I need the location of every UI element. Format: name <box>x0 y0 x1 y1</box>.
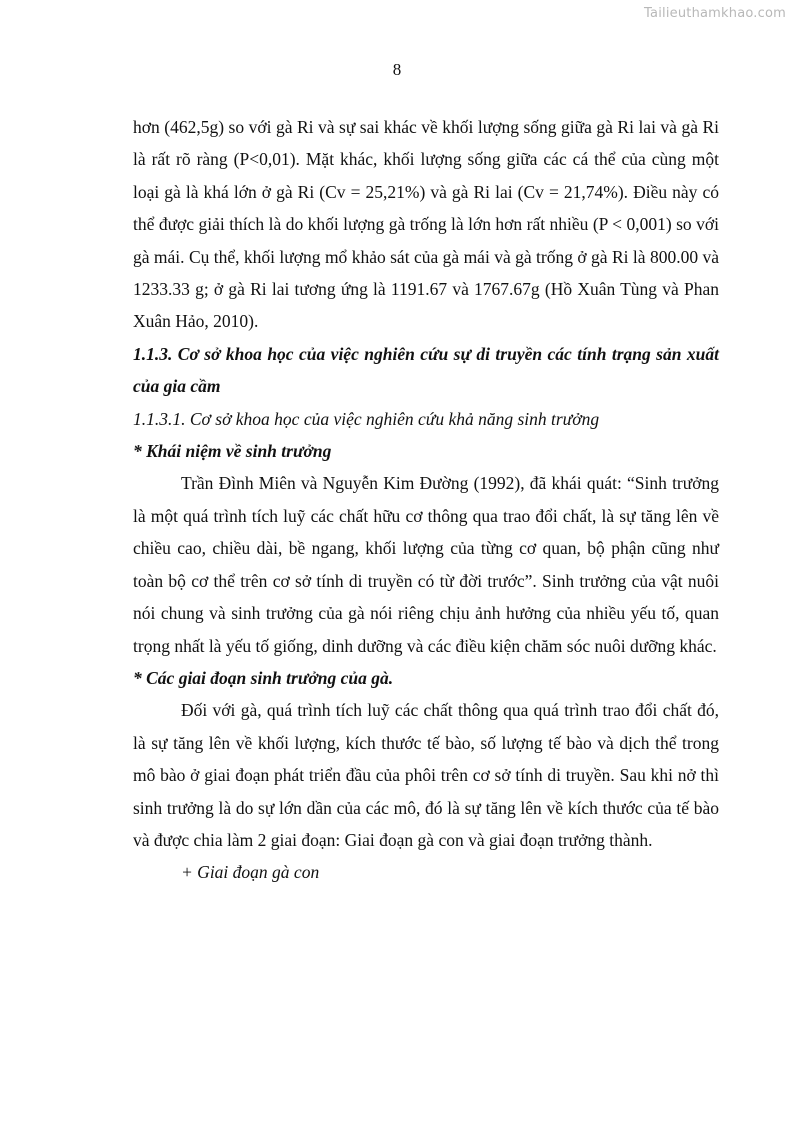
subheading-ga-con: + Giai đoạn gà con <box>181 862 320 883</box>
section-heading-1-1-3: 1.1.3. Cơ sở khoa học của việc nghiên cứu sự di truyền các tính trạng sản xuất của gia cầm <box>133 343 719 397</box>
page-number: 8 <box>392 60 402 79</box>
document-body <box>133 111 719 889</box>
subheading-giai-doan: * Các giai đoạn sinh trưởng của gà. <box>133 667 394 688</box>
paragraph-continuation: hơn (462,5g) so với gà Ri và sự sai khác về khối lượng sống giữa gà Ri lai và gà Ri là rất rõ ràng (P<0,01). Mặt khác, khối lượng sống giữa các cá thể của cùng một loại gà là khá lớn ở gà Ri (Cv = 25,21%) và gà Ri lai (Cv = 21,74%). Điều này có thể được giải thích là do khối lượng gà trống là lớn hơn rất nhiều (P < 0,001) so với gà mái. Cụ thể, khối lượng mổ khảo sát của gà mái và gà trống ở gà Ri là 800.00 và 1233.33 g; ở gà Ri lai tương ứng là 1191.67 và 1767.67g (Hồ Xuân Tùng và Phan Xuân Hảo, 2010). <box>133 117 719 332</box>
paragraph-definition: Trần Đình Miên và Nguyễn Kim Đường (1992), đã khái quát: “Sinh trưởng là một quá trình tích luỹ các chất hữu cơ thông qua trao đổi chất, là sự tăng lên về chiều cao, chiều dài, bề ngang, khối lượng của từng cơ quan, bộ phận cũng như toàn bộ cơ thể trên cơ sở tính di truyền có từ đời trước”. Sinh trưởng của vật nuôi nói chung và sinh trưởng của gà nói riêng chịu ảnh hưởng của nhiều yếu tố, quan trọng nhất là yếu tố giống, dinh dưỡng và các điều kiện chăm sóc nuôi dưỡng khác. <box>133 473 719 656</box>
section-heading-1-1-3-1: 1.1.3.1. Cơ sở khoa học của việc nghiên cứu khả năng sinh trưởng <box>133 408 600 429</box>
paragraph-growth-stages: Đối với gà, quá trình tích luỹ các chất thông qua quá trình trao đổi chất đó, là sự tăng lên về khối lượng, kích thước tế bào, số lượng tế bào và dịch thể trong mô bào ở giai đoạn phát triển đầu của phôi trên cơ sở tính di truyền. Sau khi nở thì sinh trưởng là do sự lớn dần của các mô, đó là sự tăng lên về kích thước của tế bào và được chia làm 2 giai đoạn: Giai đoạn gà con và giai đoạn trưởng thành. <box>133 700 719 850</box>
subheading-khai-niem: * Khái niệm về sinh trưởng <box>133 441 332 462</box>
watermark-text: Tailieuthamkhao.com <box>644 6 786 21</box>
